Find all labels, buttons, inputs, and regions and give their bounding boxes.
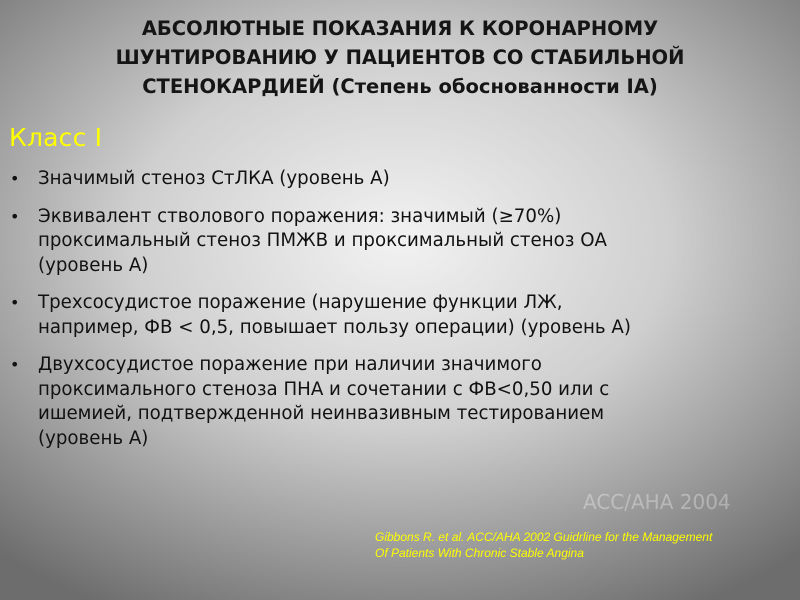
bullet-text-line: проксимальный стеноз ПМЖВ и проксимальный стеноз ОА bbox=[38, 230, 607, 251]
bullet-marker: • bbox=[10, 293, 20, 312]
bullet-item-3 bbox=[0, 291, 790, 340]
watermark: ACC/AHA 2004 bbox=[583, 490, 731, 514]
bullet-text-line: (уровень А) bbox=[38, 427, 149, 449]
bullet-marker: • bbox=[10, 169, 20, 188]
citation bbox=[375, 529, 712, 561]
class-heading: Класс I bbox=[9, 123, 103, 152]
slide-title bbox=[40, 14, 760, 101]
bullet-list bbox=[0, 167, 790, 464]
slide-title-line-2: ШУНТИРОВАНИЮ У ПАЦИЕНТОВ СО СТАБИЛЬНОЙ bbox=[115, 46, 685, 69]
bullet-text-line: Эквивалент стволового поражения: значимый (≥70%) bbox=[38, 205, 562, 227]
citation-line-1: Gibbons R. et al. ACC/AHA 2002 Guidrline for the Management bbox=[375, 530, 713, 544]
bullet-text-line: Двухсосудистое поражение при наличии значимого bbox=[38, 354, 542, 375]
bullet-text-line: ишемией, подтвержденной неинвазивным тестированием bbox=[38, 403, 605, 424]
slide-title-line-1: АБСОЛЮТНЫЕ ПОКАЗАНИЯ К КОРОНАРНОМУ bbox=[141, 17, 659, 40]
bullet-text-line: например, ФВ < 0,5, повышает пользу операции) (уровень А) bbox=[38, 316, 631, 338]
citation-line-2: Of Patients With Chronic Stable Angina bbox=[375, 546, 584, 560]
bullet-item-2 bbox=[0, 205, 790, 279]
bullet-marker: • bbox=[10, 355, 20, 374]
bullet-text-line: (уровень А) bbox=[38, 254, 149, 276]
bullet-text-line: Значимый стеноз СтЛКА (уровень А) bbox=[38, 168, 390, 189]
bullet-text-line: проксимального стеноза ПНА и сочетании с ФВ<0,50 или с bbox=[38, 378, 610, 400]
bullet-text-line: Трехсосудистое поражение (нарушение функции ЛЖ, bbox=[38, 292, 563, 313]
bullet-marker: • bbox=[10, 206, 20, 226]
bullet-item-4 bbox=[0, 353, 790, 451]
bullet-item-1 bbox=[0, 167, 790, 192]
slide-title-line-3: СТЕНОКАРДИЕЙ (Степень обоснованности IA) bbox=[142, 75, 658, 98]
